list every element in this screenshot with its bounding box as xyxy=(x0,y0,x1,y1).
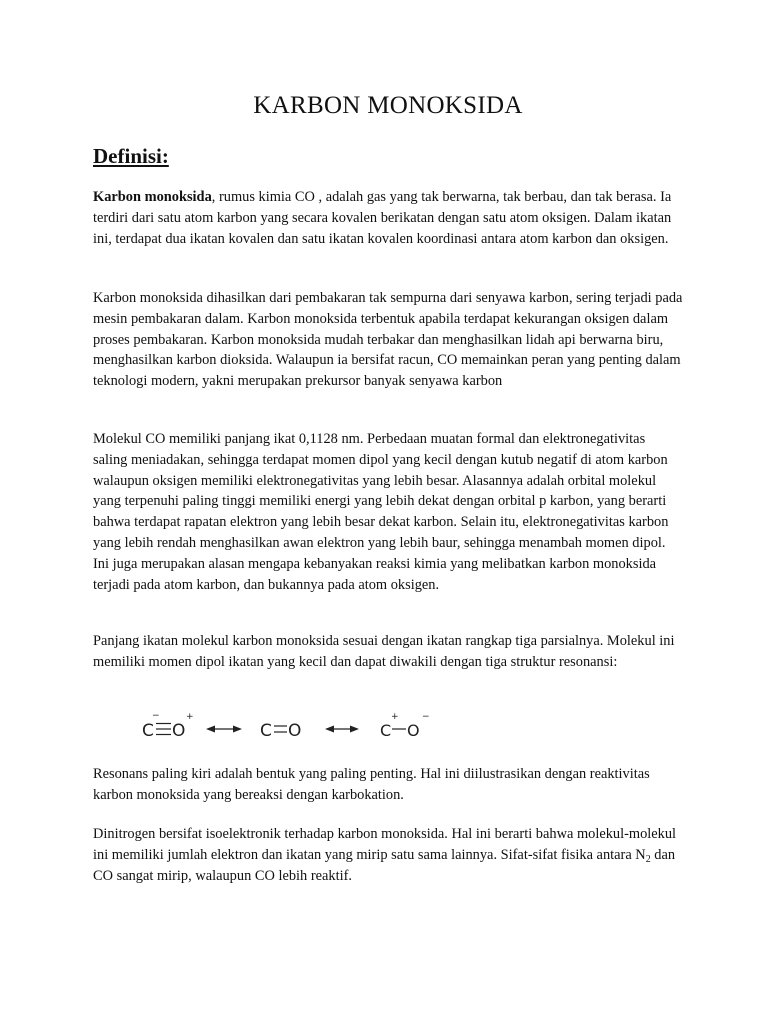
paragraph-dinitrogen-text-a: Dinitrogen bersifat isoelektronik terhadap karbon monoksida. Hal ini berarti bahwa molekul-molekul ini memiliki jumlah elektron dan ikatan yang mirip satu sama lainnya. Sifat-sifat fisika antara N xyxy=(93,826,677,863)
paragraph-production: Karbon monoksida dihasilkan dari pembakaran tak sempurna dari senyawa karbon, sering terjadi pada mesin pembakaran dalam. Karbon monoksida terbentuk apabila terdapat kekurangan oksigen dalam proses pembakaran. Karbon monoksida mudah terbakar dan menghasilkan lidah api berwarna biru, menghasilkan karbon dioksida. Walaupun ia bersifat racun, CO memainkan peran yang penting dalam teknologi modern, yakni merupakan prekursor banyak senyawa karbon xyxy=(93,290,683,390)
charge-o-3: − xyxy=(422,712,430,722)
charge-o-1: + xyxy=(186,712,194,722)
resonance-arrow-2 xyxy=(325,726,359,733)
resonance-structure-2 xyxy=(260,721,301,741)
atom-c-2: C xyxy=(260,721,272,741)
atom-c-1: C xyxy=(142,721,154,741)
paragraph-definition xyxy=(93,187,683,249)
resonance-structure-1 xyxy=(142,711,194,741)
atom-c-3: C xyxy=(380,721,392,740)
subscript-2: 2 xyxy=(645,853,651,865)
charge-c-1: − xyxy=(152,711,160,721)
atom-o-1: O xyxy=(172,721,186,741)
resonance-structure-3 xyxy=(380,712,430,740)
resonance-arrow-1 xyxy=(206,726,242,733)
paragraph-bond-length: Panjang ikatan molekul karbon monoksida sesuai dengan ikatan rangkap tiga parsialnya. Molekul ini memiliki momen dipol ikatan yang kecil dan dapat diwakili dengan tiga struktur resonansi: xyxy=(93,633,675,670)
resonance-structures xyxy=(142,710,442,746)
paragraph-molecule: Molekul CO memiliki panjang ikat 0,1128 nm. Perbedaan muatan formal dan elektronegativitas saling meniadakan, sehingga terdapat momen dipol yang kecil dengan kutub negatif di atom karbon walaupun oksigen memiliki elektronegativitas yang lebih besar. Alasannya adalah orbital molekul yang terpenuhi paling tinggi memiliki energi yang lebih dekat dengan orbital p karbon, yang berarti bahwa terdapat rapatan elektron yang lebih besar dekat karbon. Selain itu, elektronegativitas karbon yang lebih rendah menghasilkan awan elektron yang lebih baur, sehingga menambah momen dipol. Ini juga merupakan alasan mengapa kebanyakan reaksi kimia yang melibatkan karbon monoksida terjadi pada atom karbon, dan bukannya pada atom oksigen. xyxy=(93,431,669,593)
term-bold: Karbon monoksida xyxy=(93,189,212,205)
paragraph-definition-text: , rumus kimia CO , adalah gas yang tak berwarna, tak berbau, dan tak berasa. Ia terdiri dari satu atom karbon yang secara kovalen berikatan dengan satu atom oksigen. Dalam ikatan ini, terdapat dua ikatan kovalen dan satu ikatan kovalen koordinasi antara atom karbon dan oksigen. xyxy=(93,189,672,247)
paragraph-dinitrogen xyxy=(93,824,683,886)
resonance-diagram xyxy=(142,710,442,746)
paragraph-dinitrogen-text-b: dan CO sangat mirip, walaupun CO lebih reaktif. xyxy=(93,846,676,884)
paragraph-resonance-note: Resonans paling kiri adalah bentuk yang paling penting. Hal ini diilustrasikan dengan reaktivitas karbon monoksida yang bereaksi dengan karbokation. xyxy=(93,766,650,803)
document-title: KARBON MONOKSIDA xyxy=(253,92,523,119)
charge-c-3: + xyxy=(391,712,399,722)
atom-o-2: O xyxy=(288,721,302,741)
atom-o-3: O xyxy=(407,721,420,740)
section-heading-definisi: Definisi: xyxy=(93,144,169,168)
